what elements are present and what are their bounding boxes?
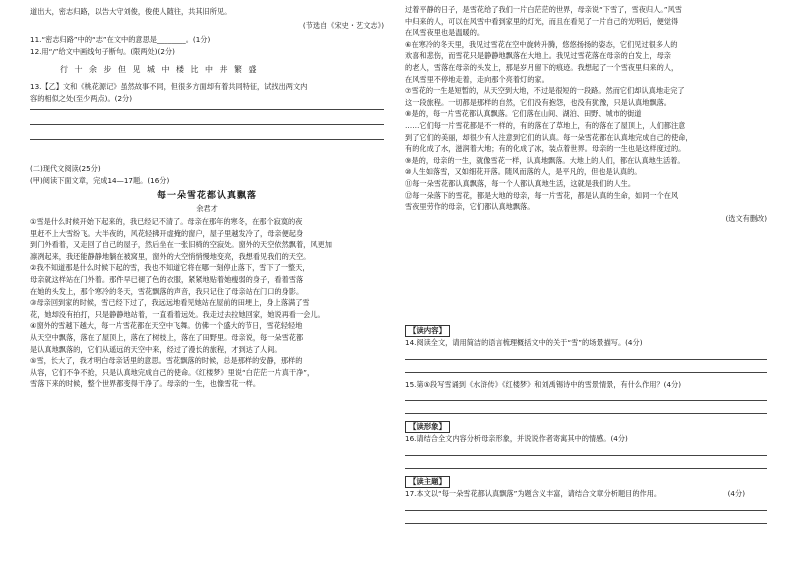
paragraph-line: ⑫每一朵落下的雪花，都是大地的母亲，每一片雪花，都是认真的生命，如同一个在风: [405, 190, 679, 200]
source-note: (节选自《宋史・艺文志》): [302, 21, 384, 30]
question-15: 15.第⑤段写雪诵到《水浒传》《红楼梦》和刘禹锡诗中的雪景情景，有什么作用？(4分): [405, 379, 682, 389]
paragraph-line: 的老人，雪落在母亲的头发上，那是岁月留下的痕迹。我想起了一个雪夜里归来的人，: [405, 62, 679, 72]
question-13-line2: 容的相似之处(至少两点)。(2分): [30, 94, 133, 103]
questions-block: [405, 318, 767, 524]
article-body: [30, 216, 384, 390]
question-11: 11.“密志归路”中的“志”在文中的意思是________。(1分): [30, 35, 211, 44]
question-17-row: [405, 488, 767, 500]
paragraph-line: 欢喜和悲伤，而雪花只是静静地飘落在大地上。我见过雪花落在母亲的白发上，母亲: [405, 51, 671, 61]
article-title: 每一朵雪花都认真飘落: [156, 191, 257, 201]
question-17-points: (4分): [727, 488, 745, 498]
answer-line[interactable]: [405, 458, 767, 469]
paragraph-line: ⑤雪，长大了，我才明白母亲话里的意思。雪花飘落的时候，总是那样的安静，那样的: [30, 356, 303, 366]
answer-line[interactable]: [30, 129, 384, 140]
section-heading: (二)现代文阅读(25分): [30, 164, 101, 173]
paragraph-line: ⑨是的，母亲的一生，就像雪花一样，认真地飘落。大地上的人们，都在认真地生活着。: [405, 155, 685, 165]
paragraph-line: 这一段旅程。一切都是那样的自然，它们没有抱怨，也没有犹豫，只是认真地飘落。: [405, 97, 671, 107]
section-subheading: (甲)阅读下面文章，完成14—17题。(16分): [30, 176, 170, 185]
answer-line[interactable]: [30, 114, 384, 125]
paragraph-line: 在风雪里不停地走着，走向那个亮着灯的家。: [405, 74, 549, 84]
paragraph-line: ④窗外的雪越下越大，每一片雪花都在天空中飞舞。仿佛一个盛大的节日，雪花轻轻地: [30, 321, 303, 331]
answer-line[interactable]: [30, 99, 384, 110]
question-14: 14.阅读全文，请用简洁的语言梳理概括文中的关于“雪”的场景描写。(4分): [405, 338, 643, 347]
paragraph-line: ⑥在寒冷的冬天里，我见过雪花在空中旋转升腾，悠悠扬扬的姿态，它们见过很多人的: [405, 39, 678, 49]
question-12: 12.用“/”给文中画线句子断句。(限两处)(2分): [30, 47, 175, 56]
question-13-line1: 13.【乙】文和《桃花源记》虽然故事不同，但很多方面却有着共同特征，试找出两文内: [30, 82, 308, 91]
paragraph-line: 凛冽起来，我还能静静地躺在被窝里，窗外的大空悄悄慢地变亮，我想看见我们的天空。: [30, 251, 311, 261]
paragraph-line: 从容，它们不争不抢，只是认真地完成自己的使命。《红楼梦》里说“白茫茫一片真干净”，: [30, 367, 315, 377]
answer-line[interactable]: [405, 500, 767, 511]
paragraph-line: 在风雪夜里也是温暖的。: [405, 28, 485, 38]
paragraph-line: 从天空中飘落，落在了屋顶上，落在了树枝上，落在了田野里。母亲说，每一朵雪花都: [30, 332, 304, 342]
article-author: 余君才: [196, 204, 218, 213]
paragraph-line: ⑩人生如落雪，又如细花开落。随风而落的人，是平凡的，但也是认真的。: [405, 167, 642, 177]
section-label-theme: 【读主题】: [405, 476, 450, 488]
paragraph-line: 中归来的人，可以在风雪中看到家里的灯光，而且在看见了一片自己的光明后，便觉得: [405, 16, 679, 26]
paragraph-line: ②我不知道那是什么时候下起的雪，我也不知道它将在哪一刻停止落下，雪下了一整天，: [30, 263, 310, 273]
paragraph-line: ⑦雪花的一生是短暂的，从天空到大地，不过是很短的一段路。然而它们却认真地走完了: [405, 86, 685, 96]
text-line: 道出大，密志归路，以告大守刘俊，俊使人随往，共其旧所见。: [30, 7, 232, 16]
answer-line[interactable]: [405, 362, 767, 373]
answer-line[interactable]: [405, 513, 767, 524]
paragraph-line: 母亲就这样站在门外着。那件早已褪了色的衣服，紧紧地贴着她瘦弱的身子，看着雪落: [30, 274, 304, 284]
section-label-content: 【读内容】: [405, 325, 450, 337]
paragraph-line: 花，她却没有拍打，只是静静地站着，一直看着远处。我走过去拉她回家，她说再看一会儿。: [30, 309, 325, 319]
question-16: 16.请结合全文内容分析母亲形象，并说说作者寄寓其中的情感。(4分): [405, 434, 628, 444]
paragraph-line: 到了它们的美丽，却很少有人注意到它们的认真。每一朵雪花都在认真地完成自己的使命，: [405, 132, 693, 142]
paragraph-line: 在她的头发上，那个寒冷的冬天，雪花飘落的声音，我只记住了母亲站在门口的身影。: [30, 286, 304, 296]
answer-line[interactable]: [405, 403, 767, 414]
question-17: 17.本文以“每一朵雪花都认真飘落”为题含义丰富，请结合文章分析题目的作用。: [405, 488, 662, 498]
paragraph-line: 有的化成了水，滋润着大地；有的化成了冰，装点着世界。母亲的一生也是这样度过的。: [405, 144, 686, 154]
paragraph-line: 过着平静的日子，是雪花给了我们一片白茫茫的世界，母亲说“下雪了，雪夜归人。”风雪: [405, 5, 682, 14]
source-note: (选文有删改): [725, 213, 767, 223]
paragraph-line: 雪落下来的时候，整个世界都变得干净了。母亲的一生，也像雪花一样。: [30, 379, 261, 389]
paragraph-line: ……它们每一片雪花都是不一样的，有的落在了草地上，有的落在了屋顶上，人们都注意: [405, 120, 686, 130]
paragraph-line: ⑪每一朵雪花都认真飘落，每一个人都认真地生活，这就是我们的人生。: [405, 178, 636, 188]
paragraph-line: ⑧是的，每一片雪花都认真飘落。它们落在山间、湖泊、田野、城市的街道: [405, 109, 642, 119]
paragraph-line: ①雪是什么时候开始下起来的，我已经记不清了。母亲在那年的寒冬，在那个寂寞的夜: [30, 217, 303, 226]
section-label-character: 【读形象】: [405, 421, 450, 433]
paragraph-line: ③母亲回到家的时候，雪已经下过了，我远远地看见她站在屋前的田埂上，身上落满了雪: [30, 298, 310, 308]
article-body-continued: [405, 4, 767, 224]
paragraph-line: 雪夜里劳作的母亲，它们都认真地飘落。: [405, 202, 535, 212]
paragraph-line: 是认真地飘落的，它们从遥远的天空中来，经过了漫长的旅程，才到达了人间。: [30, 344, 282, 354]
paragraph-line: 里赶不上大雪纷飞。大半夜的，风花轻拂开虚掩的窗户，屋子里越发冷了，母亲便起身: [30, 228, 304, 238]
answer-line[interactable]: [405, 349, 767, 360]
paragraph-line: 到门外看着，又走回了自己的屋子，然后坐在一张旧椅的空寂处。窗外的天空依然飘着，风更加: [30, 240, 332, 250]
question-12-sentence: 行十余步但见城中楼比中井繁盛: [60, 65, 263, 74]
answer-line[interactable]: [405, 390, 767, 401]
answer-line[interactable]: [405, 445, 767, 456]
